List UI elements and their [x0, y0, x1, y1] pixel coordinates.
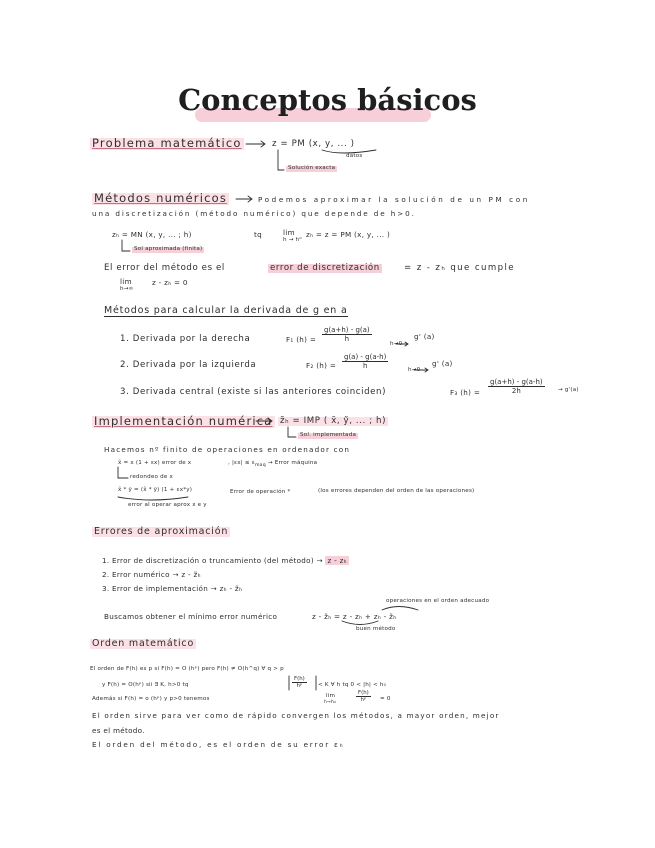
- orden-frac-2: [356, 690, 371, 703]
- pm-sol-bracket: [278, 150, 284, 170]
- deriv-2-lim: h→0: [408, 367, 421, 373]
- impl-eps-bound: , |εx| ≤ ε: [228, 460, 255, 466]
- errores-ops: operaciones en el orden adecuado: [386, 598, 490, 604]
- errores-2: 2. Error numérico → z - z̃ₕ: [102, 570, 201, 579]
- orden-line-2a: y F(h) = O(hᵖ) sii ∃ K, h>0 tq: [102, 682, 189, 688]
- metodos-eq-right: zₕ = z = PM (x, y, ... ): [306, 230, 391, 239]
- orden-frac-1-den: hᵖ: [296, 683, 303, 690]
- error-lim-sub: h→∞: [120, 286, 134, 292]
- page-title: Conceptos básicos: [178, 83, 477, 117]
- deriv-2-fraction: [342, 353, 388, 370]
- orden-frac-1: [292, 676, 307, 689]
- metodos-heading: Métodos numéricos: [94, 191, 228, 205]
- errores-eq: z - z̃ₕ = z - zₕ + zₕ - z̃ₕ: [312, 612, 397, 621]
- metodos-desc-2: una discretización (método numérico) que depende de h>0.: [92, 209, 416, 218]
- metodos-desc-1: Podemos aproximar la solución de un PM con: [258, 195, 530, 204]
- metodos-lim-sub: h → h⁰: [283, 237, 302, 243]
- deriv-1-num: g(a+h) - g(a): [324, 326, 370, 334]
- metodos-arrow: [236, 196, 252, 202]
- deriv-2-den: h: [362, 362, 368, 371]
- deriv-heading: Métodos para calcular la derivada de g en a: [104, 305, 348, 316]
- errores-3: 3. Error de implementación → zₕ - z̃ₕ: [102, 584, 243, 593]
- orden-line-3a: Además si F(h) = o (hᵖ) y p>0 tenemos: [92, 696, 210, 702]
- impl-line-5: error al operar aprox x e y: [128, 502, 207, 508]
- impl-heading: Implementación numérica: [94, 414, 273, 428]
- deriv-1-result: g' (a): [414, 332, 435, 341]
- error-text-a: El error del método es el: [104, 263, 225, 273]
- deriv-3-f: F₃ (h) =: [450, 388, 481, 397]
- deriv-2-label: 2. Derivada por la izquierda: [120, 360, 257, 370]
- impl-line-3: redondeo de x: [130, 474, 174, 480]
- errores-ops-brace: [382, 607, 418, 611]
- impl-line-4-small: Error de operación *: [230, 489, 291, 495]
- impl-x-def: x̃ = x (1 + εx): [118, 460, 162, 466]
- impl-line-2: [118, 461, 191, 467]
- errores-buen-brace: [342, 621, 378, 625]
- deriv-1-f: F₁ (h) =: [286, 335, 317, 344]
- orden-line-3b: = 0: [380, 696, 391, 702]
- error-lim-eq: z - zₕ = 0: [152, 278, 188, 287]
- deriv-2-result: g' (a): [432, 359, 453, 368]
- deriv-3-num: g(a+h) - g(a-h): [490, 378, 543, 386]
- impl-line-1: Hacemos nº finito de operaciones en ordenador con: [104, 445, 351, 454]
- error-text-b: = z - zₕ que cumple: [404, 263, 515, 273]
- orden-heading: Orden matemático: [92, 638, 195, 649]
- deriv-3-den: 2h: [511, 387, 521, 396]
- orden-line-1: El orden de F(h) es p si F(h) = O (hᵖ) pero F(h) ≠ O(h^q) ∀ q > p: [90, 666, 284, 672]
- errores-1: [102, 557, 349, 564]
- pm-equation: z = PM (x, y, ... ): [272, 139, 355, 149]
- impl-equation: z̃ₕ = IMP ( x̃, ỹ, ... ; h): [280, 416, 387, 426]
- impl-machine-error: → Error máquina: [267, 460, 318, 466]
- deriv-3-fraction: [488, 378, 545, 395]
- errores-1-highlight: z - zₕ: [327, 556, 347, 565]
- impl-sol-bracket: [288, 427, 296, 437]
- metodos-sol-aprox: Sol aproximada (finita): [134, 246, 203, 252]
- metodos-lim: lim: [283, 228, 295, 237]
- orden-line-4: El orden sirve para ver como de rápido convergen los métodos, a mayor orden, mejor: [92, 711, 500, 720]
- pm-arrow: [246, 141, 265, 147]
- orden-line-5: es el método.: [92, 726, 145, 735]
- impl-eps-sub: maq: [254, 463, 266, 469]
- errores-heading: Errores de aproximación: [94, 526, 229, 537]
- pm-heading: Problema matemático: [92, 136, 242, 150]
- pm-solution: Solución exacta: [288, 165, 336, 171]
- errores-buscamos: Buscamos obtener el mínimo error numérico: [104, 612, 278, 621]
- deriv-3-result: → g'(a): [558, 387, 579, 393]
- error-discretizacion: error de discretización: [270, 263, 380, 273]
- deriv-1-label: 1. Derivada por la derecha: [120, 334, 251, 344]
- deriv-1-lim: h→0: [390, 341, 403, 347]
- impl-solution: Sol. implementada: [300, 432, 357, 438]
- errores-1-text: 1. Error de discretización o truncamiento (del método) →: [102, 556, 323, 565]
- impl-line-4: x̃ * ỹ = (x̃ * ỹ) (1 + εx*y): [118, 487, 193, 493]
- deriv-1-fraction: [322, 326, 372, 343]
- metodos-tq: tq: [254, 230, 262, 239]
- error-lim: lim: [120, 277, 132, 286]
- impl-line-2b: [228, 461, 317, 469]
- impl-op-brace: [118, 497, 188, 500]
- orden-frac-2-num: F(h): [358, 690, 369, 696]
- metodos-sol-bracket: [122, 240, 130, 251]
- orden-lim-sub: h→h₀: [324, 700, 337, 705]
- deriv-1-den: h: [344, 335, 350, 344]
- deriv-2-num: g(a) - g(a-h): [344, 353, 387, 361]
- orden-frac-1-num: F(h): [294, 676, 305, 682]
- orden-line-6: El orden del método, es el orden de su error εₕ: [92, 740, 345, 749]
- errores-buen-metodo: buen método: [356, 626, 396, 632]
- impl-line-4-paren: (los errores dependen del orden de las operaciones): [318, 488, 475, 494]
- deriv-3-label: 3. Derivada central (existe si las anteriores coinciden): [120, 387, 387, 397]
- orden-lim: lim: [326, 693, 336, 699]
- deriv-2-f: F₂ (h) =: [306, 361, 337, 370]
- metodos-eq-left: zₕ = MN (x, y, ... ; h): [112, 230, 192, 239]
- orden-frac-2-den: hᵖ: [360, 697, 367, 704]
- pm-datos: datos: [346, 153, 363, 159]
- impl-redondeo-bracket: [118, 467, 128, 478]
- orden-line-2b: < K ∀ h tq 0 < |h| < h₀: [318, 682, 387, 688]
- impl-x-error: error de x: [161, 460, 192, 466]
